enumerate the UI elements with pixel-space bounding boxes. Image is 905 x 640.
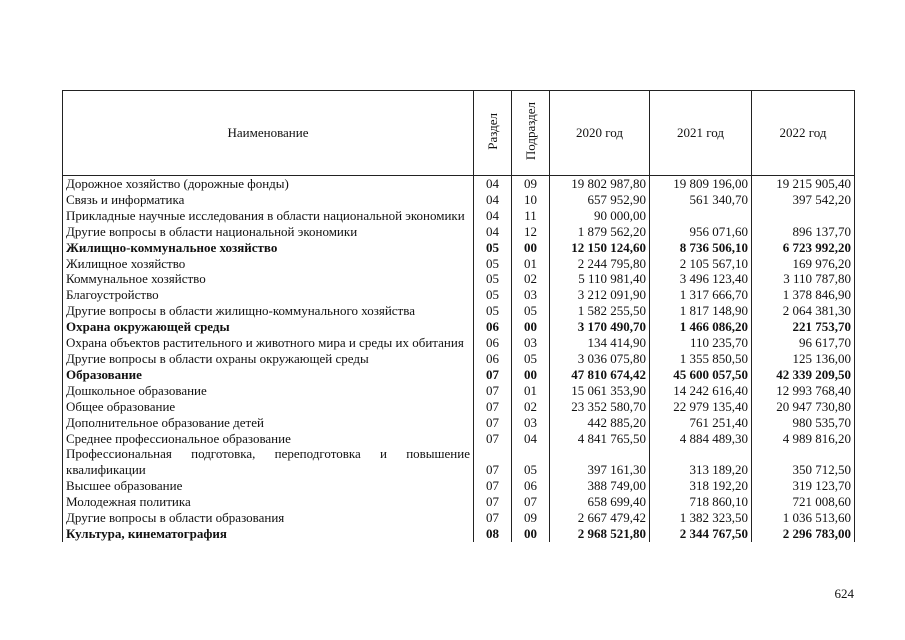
cell-2020: 47 810 674,42 [550, 367, 650, 383]
table-row [63, 367, 855, 383]
cell-2020: 2 968 521,80 [550, 526, 650, 542]
cell-2020: 3 170 490,70 [550, 319, 650, 335]
cell-2021: 761 251,40 [650, 415, 752, 431]
table-row [63, 271, 855, 287]
cell-name: Среднее профессиональное образование [63, 431, 474, 447]
cell-section: 04 [474, 192, 512, 208]
cell-subsection: 10 [512, 192, 550, 208]
cell-section: 05 [474, 256, 512, 272]
cell-name: Образование [63, 367, 474, 383]
cell-2021: 2 105 567,10 [650, 256, 752, 272]
cell-subsection: 04 [512, 431, 550, 447]
cell-name: Охрана объектов растительного и животного мира и среды их обитания [63, 335, 474, 351]
page-number: 624 [834, 586, 854, 601]
cell-2022: 1 378 846,90 [752, 287, 855, 303]
cell-2021: 45 600 057,50 [650, 367, 752, 383]
table-row [63, 256, 855, 272]
cell-2021: 8 736 506,10 [650, 240, 752, 256]
cell-2022: 12 993 768,40 [752, 383, 855, 399]
cell-name: Жилищно-коммунальное хозяйство [63, 240, 474, 256]
cell-subsection: 07 [512, 494, 550, 510]
cell-name: Другие вопросы в области образования [63, 510, 474, 526]
cell-2022: 721 008,60 [752, 494, 855, 510]
cell-subsection: 02 [512, 399, 550, 415]
cell-name: Общее образование [63, 399, 474, 415]
cell-section: 07 [474, 399, 512, 415]
cell-section: 05 [474, 271, 512, 287]
cell-2021: 14 242 616,40 [650, 383, 752, 399]
table-row [63, 399, 855, 415]
table-row [63, 526, 855, 542]
cell-name: Другие вопросы в области жилищно-коммунального хозяйства [63, 303, 474, 319]
cell-name: Другие вопросы в области охраны окружающей среды [63, 351, 474, 367]
cell-2022: 96 617,70 [752, 335, 855, 351]
cell-name: Профессиональная подготовка, переподготовка и повышение квалификации [63, 446, 474, 478]
cell-subsection: 03 [512, 287, 550, 303]
cell-section: 07 [474, 383, 512, 399]
table-row [63, 176, 855, 192]
cell-2021: 1 355 850,50 [650, 351, 752, 367]
cell-2021: 956 071,60 [650, 224, 752, 240]
cell-section: 04 [474, 176, 512, 192]
cell-2020: 397 161,30 [550, 446, 650, 478]
table-row [63, 287, 855, 303]
cell-2022: 221 753,70 [752, 319, 855, 335]
cell-2020: 1 582 255,50 [550, 303, 650, 319]
cell-section: 08 [474, 526, 512, 542]
cell-2021: 4 884 489,30 [650, 431, 752, 447]
cell-section: 07 [474, 431, 512, 447]
table-row [63, 446, 855, 478]
header-2022: 2022 год [752, 91, 855, 176]
table-row [63, 383, 855, 399]
table-row [63, 303, 855, 319]
table-row [63, 431, 855, 447]
cell-2020: 1 879 562,20 [550, 224, 650, 240]
cell-2020: 12 150 124,60 [550, 240, 650, 256]
header-subsection-label: Подраздел [522, 101, 538, 161]
cell-section: 07 [474, 494, 512, 510]
cell-subsection: 01 [512, 383, 550, 399]
cell-section: 07 [474, 415, 512, 431]
cell-section: 05 [474, 240, 512, 256]
cell-2020: 442 885,20 [550, 415, 650, 431]
cell-2020: 2 667 479,42 [550, 510, 650, 526]
cell-name: Связь и информатика [63, 192, 474, 208]
cell-subsection: 05 [512, 303, 550, 319]
cell-2021: 1 466 086,20 [650, 319, 752, 335]
cell-2020: 3 212 091,90 [550, 287, 650, 303]
cell-subsection: 00 [512, 526, 550, 542]
cell-name: Молодежная политика [63, 494, 474, 510]
cell-name: Другие вопросы в области национальной экономики [63, 224, 474, 240]
cell-2021: 313 189,20 [650, 446, 752, 478]
cell-subsection: 11 [512, 208, 550, 224]
cell-subsection: 05 [512, 446, 550, 478]
cell-section: 07 [474, 510, 512, 526]
table-row [63, 192, 855, 208]
cell-2022: 6 723 992,20 [752, 240, 855, 256]
cell-2020: 19 802 987,80 [550, 176, 650, 192]
cell-subsection: 09 [512, 510, 550, 526]
cell-2020: 657 952,90 [550, 192, 650, 208]
cell-2022: 2 064 381,30 [752, 303, 855, 319]
cell-2020: 23 352 580,70 [550, 399, 650, 415]
cell-2021: 19 809 196,00 [650, 176, 752, 192]
table-row [63, 240, 855, 256]
cell-name: Охрана окружающей среды [63, 319, 474, 335]
cell-subsection: 03 [512, 415, 550, 431]
cell-subsection: 02 [512, 271, 550, 287]
table-body [63, 176, 855, 542]
table-row [63, 510, 855, 526]
table-row [63, 224, 855, 240]
header-2020: 2020 год [550, 91, 650, 176]
cell-2021 [650, 208, 752, 224]
header-subsection [512, 91, 550, 176]
cell-section: 06 [474, 335, 512, 351]
cell-2022: 350 712,50 [752, 446, 855, 478]
cell-2022: 896 137,70 [752, 224, 855, 240]
budget-table [62, 90, 855, 542]
cell-2021: 1 382 323,50 [650, 510, 752, 526]
cell-2022: 19 215 905,40 [752, 176, 855, 192]
cell-2022 [752, 208, 855, 224]
cell-2021: 3 496 123,40 [650, 271, 752, 287]
cell-subsection: 00 [512, 367, 550, 383]
cell-name: Коммунальное хозяйство [63, 271, 474, 287]
cell-name: Дошкольное образование [63, 383, 474, 399]
cell-2020: 90 000,00 [550, 208, 650, 224]
header-2021: 2021 год [650, 91, 752, 176]
cell-2021: 1 817 148,90 [650, 303, 752, 319]
table-row [63, 319, 855, 335]
cell-2020: 3 036 075,80 [550, 351, 650, 367]
cell-2020: 134 414,90 [550, 335, 650, 351]
table-row [63, 351, 855, 367]
cell-2022: 20 947 730,80 [752, 399, 855, 415]
cell-2021: 1 317 666,70 [650, 287, 752, 303]
cell-2020: 4 841 765,50 [550, 431, 650, 447]
cell-section: 06 [474, 351, 512, 367]
cell-2022: 980 535,70 [752, 415, 855, 431]
cell-2020: 2 244 795,80 [550, 256, 650, 272]
table-row [63, 335, 855, 351]
cell-subsection: 00 [512, 240, 550, 256]
cell-2022: 3 110 787,80 [752, 271, 855, 287]
cell-2021: 561 340,70 [650, 192, 752, 208]
cell-section: 05 [474, 287, 512, 303]
cell-2022: 169 976,20 [752, 256, 855, 272]
cell-subsection: 01 [512, 256, 550, 272]
cell-section: 04 [474, 208, 512, 224]
cell-name: Дорожное хозяйство (дорожные фонды) [63, 176, 474, 192]
cell-2021: 318 192,20 [650, 478, 752, 494]
cell-section: 07 [474, 446, 512, 478]
cell-2020: 388 749,00 [550, 478, 650, 494]
cell-subsection: 09 [512, 176, 550, 192]
cell-subsection: 12 [512, 224, 550, 240]
cell-2021: 110 235,70 [650, 335, 752, 351]
cell-subsection: 00 [512, 319, 550, 335]
cell-section: 04 [474, 224, 512, 240]
cell-2022: 1 036 513,60 [752, 510, 855, 526]
cell-name: Культура, кинематография [63, 526, 474, 542]
cell-name: Жилищное хозяйство [63, 256, 474, 272]
table-header-row [63, 91, 855, 176]
cell-subsection: 05 [512, 351, 550, 367]
table-row [63, 478, 855, 494]
cell-2022: 4 989 816,20 [752, 431, 855, 447]
cell-section: 05 [474, 303, 512, 319]
cell-2020: 658 699,40 [550, 494, 650, 510]
cell-2021: 2 344 767,50 [650, 526, 752, 542]
cell-2022: 319 123,70 [752, 478, 855, 494]
cell-2022: 42 339 209,50 [752, 367, 855, 383]
cell-2022: 2 296 783,00 [752, 526, 855, 542]
cell-subsection: 06 [512, 478, 550, 494]
cell-section: 07 [474, 478, 512, 494]
cell-2021: 22 979 135,40 [650, 399, 752, 415]
header-section [474, 91, 512, 176]
cell-section: 06 [474, 319, 512, 335]
cell-section: 07 [474, 367, 512, 383]
table-row [63, 208, 855, 224]
cell-name: Прикладные научные исследования в области национальной экономики [63, 208, 474, 224]
cell-2020: 5 110 981,40 [550, 271, 650, 287]
table-row [63, 415, 855, 431]
cell-name: Благоустройство [63, 287, 474, 303]
cell-2020: 15 061 353,90 [550, 383, 650, 399]
cell-2021: 718 860,10 [650, 494, 752, 510]
cell-name: Высшее образование [63, 478, 474, 494]
header-name: Наименование [63, 91, 474, 176]
cell-name: Дополнительное образование детей [63, 415, 474, 431]
cell-2022: 125 136,00 [752, 351, 855, 367]
cell-2022: 397 542,20 [752, 192, 855, 208]
cell-subsection: 03 [512, 335, 550, 351]
table-row [63, 494, 855, 510]
header-section-label: Раздел [484, 112, 500, 150]
